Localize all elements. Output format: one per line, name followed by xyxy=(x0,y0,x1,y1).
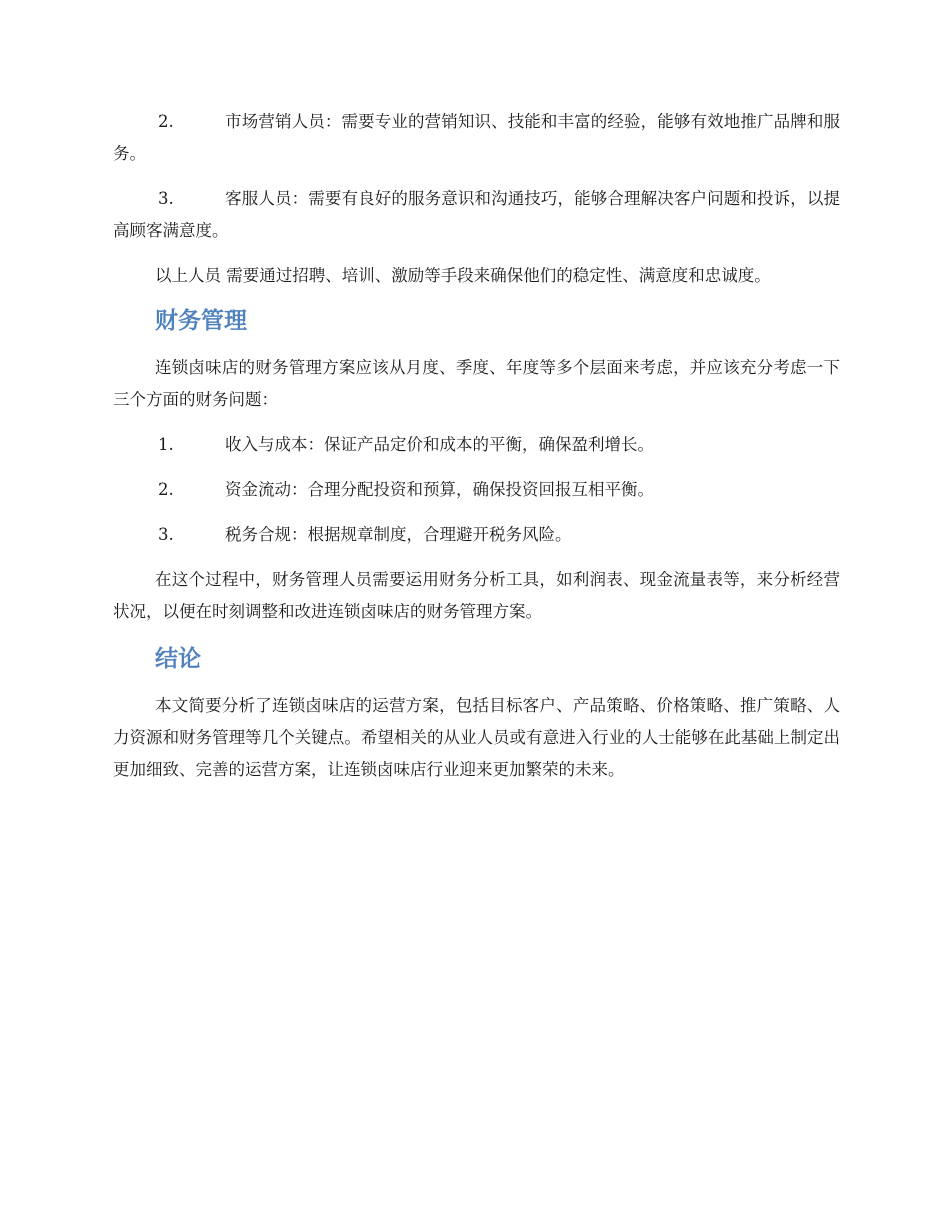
list-text: 收入与成本：保证产品定价和成本的平衡，确保盈利增长。 xyxy=(225,435,654,454)
list-number: 2. xyxy=(158,112,174,131)
list-item xyxy=(113,429,840,461)
list-text: 市场营销人员：需要专业的营销知识、技能和丰富的经验，能够有效地推广品牌和服务。 xyxy=(113,112,840,163)
list-text: 税务合规：根据规章制度，合理避开税务风险。 xyxy=(225,525,572,544)
list-number: 3. xyxy=(158,525,174,544)
list-item xyxy=(113,474,840,506)
list-item xyxy=(113,106,840,170)
list-item xyxy=(113,183,840,247)
conclusion-paragraph: 本文简要分析了连锁卤味店的运营方案，包括目标客户、产品策略、价格策略、推广策略、人力资源和财务管理等几个关键点。希望相关的从业人员或有意进入行业的人士能够在此基础上制定出更加细致、完善的运营方案，让连锁卤味店行业迎来更加繁荣的未来。 xyxy=(113,696,840,779)
finance-intro-paragraph: 连锁卤味店的财务管理方案应该从月度、季度、年度等多个层面来考虑，并应该充分考虑一下三个方面的财务问题： xyxy=(113,358,840,409)
list-item xyxy=(113,519,840,551)
list-text: 客服人员：需要有良好的服务意识和沟通技巧，能够合理解决客户问题和投诉，以提高顾客满意度。 xyxy=(113,189,840,240)
finance-outro-paragraph: 在这个过程中，财务管理人员需要运用财务分析工具，如利润表、现金流量表等，来分析经营状况，以便在时刻调整和改进连锁卤味店的财务管理方案。 xyxy=(113,570,840,621)
list-text: 资金流动：合理分配投资和预算，确保投资回报互相平衡。 xyxy=(225,480,654,499)
document-body xyxy=(113,106,840,799)
personnel-summary-paragraph: 以上人员 需要通过招聘、培训、激励等手段来确保他们的稳定性、满意度和忠诚度。 xyxy=(155,266,771,285)
conclusion-heading: 结论 xyxy=(155,646,201,672)
list-number: 2. xyxy=(158,480,174,499)
list-number: 3. xyxy=(158,189,174,208)
list-number: 1. xyxy=(158,435,174,454)
finance-heading: 财务管理 xyxy=(155,308,247,334)
